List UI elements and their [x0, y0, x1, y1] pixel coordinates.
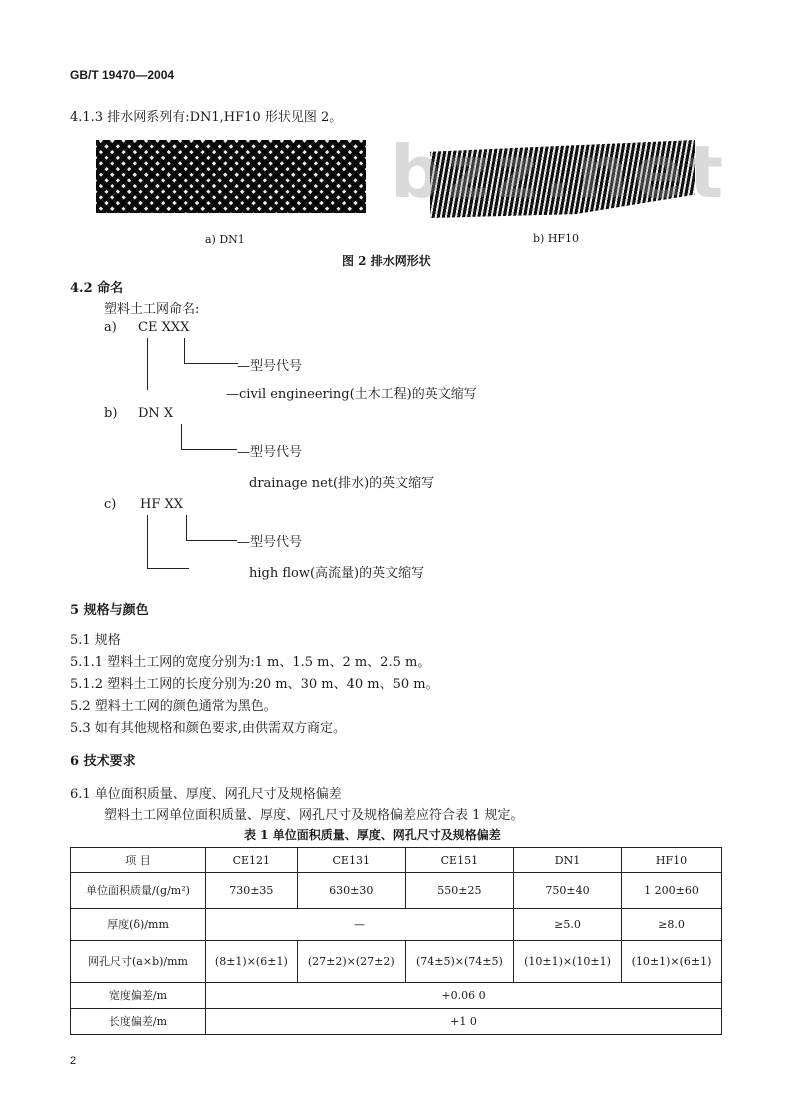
naming-c-desc2: high flow(高流量)的英文缩写	[249, 566, 425, 581]
table-cell: +1 0	[206, 1009, 722, 1035]
spec-table	[70, 847, 722, 1035]
clause-5-2: 5.2 塑料土工网的颜色通常为黑色。	[70, 699, 277, 714]
table-title: 表 1 单位面积质量、厚度、网孔尺寸及规格偏差	[244, 828, 501, 842]
section-4-2-heading: 4.2 命名	[70, 281, 124, 296]
clause-5-1-1: 5.1.1 塑料土工网的宽度分别为:1 m、1.5 m、2 m、2.5 m。	[70, 655, 431, 670]
bracket-line	[181, 424, 182, 450]
naming-a-desc1: —型号代号	[237, 359, 303, 374]
clause-6-1-text: 塑料土工网单位面积质量、厚度、网孔尺寸及规格偏差应符合表 1 规定。	[104, 808, 524, 823]
figure-title: 图 2 排水网形状	[342, 254, 431, 268]
bracket-line	[184, 338, 185, 364]
table-cell: (10±1)×(10±1)	[513, 941, 621, 983]
clause-5-1-2: 5.1.2 塑料土工网的长度分别为:20 m、30 m、40 m、50 m。	[70, 677, 439, 692]
table-header-cell: CE151	[405, 848, 513, 873]
table-header-cell: 项 目	[71, 848, 206, 873]
naming-b-code: DN X	[138, 406, 174, 421]
row-label: 单位面积质量/(g/m²)	[71, 873, 206, 909]
table-header-cell: CE131	[297, 848, 405, 873]
table-cell: (10±1)×(6±1)	[622, 941, 722, 983]
table-row	[71, 983, 722, 1009]
section-5-heading: 5 规格与颜色	[70, 603, 149, 618]
row-label: 网孔尺寸(a×b)/mm	[71, 941, 206, 983]
bracket-line	[147, 338, 148, 390]
clause-6-1: 6.1 单位面积质量、厚度、网孔尺寸及规格偏差	[70, 787, 342, 802]
bracket-line	[186, 540, 237, 541]
table-row	[71, 873, 722, 909]
table-cell: (8±1)×(6±1)	[206, 941, 298, 983]
naming-a-code: CE XXX	[138, 320, 190, 335]
clause-5-3: 5.3 如有其他规格和颜色要求,由供需双方商定。	[70, 721, 346, 736]
table-cell: +0.06 0	[206, 983, 722, 1009]
table-row	[71, 941, 722, 983]
naming-a-desc2: —civil engineering(土木工程)的英文缩写	[226, 387, 477, 402]
bracket-line	[147, 568, 189, 569]
watermark: bzz.net	[390, 130, 730, 214]
table-cell: 750±40	[513, 873, 621, 909]
dn1-mesh-image	[96, 140, 366, 213]
naming-a-label: a)	[104, 320, 117, 335]
table-cell: ≥5.0	[513, 909, 621, 941]
naming-c-label: c)	[104, 497, 117, 512]
naming-c-desc1: —型号代号	[237, 535, 303, 550]
naming-b-label: b)	[104, 406, 118, 421]
table-cell: 550±25	[405, 873, 513, 909]
naming-intro: 塑料土工网命名:	[104, 302, 200, 317]
figure-caption-a: a) DN1	[205, 233, 245, 246]
bracket-line	[181, 449, 237, 450]
figure-caption-b: b) HF10	[533, 232, 580, 245]
table-header-cell: DN1	[513, 848, 621, 873]
table-cell: —	[206, 909, 514, 941]
table-cell: ≥8.0	[622, 909, 722, 941]
section-6-heading: 6 技术要求	[70, 754, 136, 769]
table-cell: 1 200±60	[622, 873, 722, 909]
bracket-line	[184, 363, 238, 364]
table-header-cell: HF10	[622, 848, 722, 873]
table-cell: (74±5)×(74±5)	[405, 941, 513, 983]
table-header-cell: CE121	[206, 848, 298, 873]
table-row	[71, 909, 722, 941]
table-row	[71, 1009, 722, 1035]
bracket-line	[186, 515, 187, 541]
naming-b-desc1: —型号代号	[237, 445, 303, 460]
row-label: 厚度(δ)/mm	[71, 909, 206, 941]
row-label: 宽度偏差/m	[71, 983, 206, 1009]
table-header-row	[71, 848, 722, 873]
clause-4-1-3: 4.1.3 排水网系列有:DN1,HF10 形状见图 2。	[70, 110, 343, 125]
naming-b-desc2: drainage net(排水)的英文缩写	[249, 476, 435, 491]
standard-number: GB/T 19470—2004	[70, 68, 175, 82]
page-number: 2	[70, 1055, 77, 1067]
naming-c-code: HF XX	[140, 497, 183, 512]
bracket-line	[147, 515, 148, 569]
row-label: 长度偏差/m	[71, 1009, 206, 1035]
table-cell: 630±30	[297, 873, 405, 909]
table-cell: (27±2)×(27±2)	[297, 941, 405, 983]
clause-5-1: 5.1 规格	[70, 633, 121, 648]
table-cell: 730±35	[206, 873, 298, 909]
